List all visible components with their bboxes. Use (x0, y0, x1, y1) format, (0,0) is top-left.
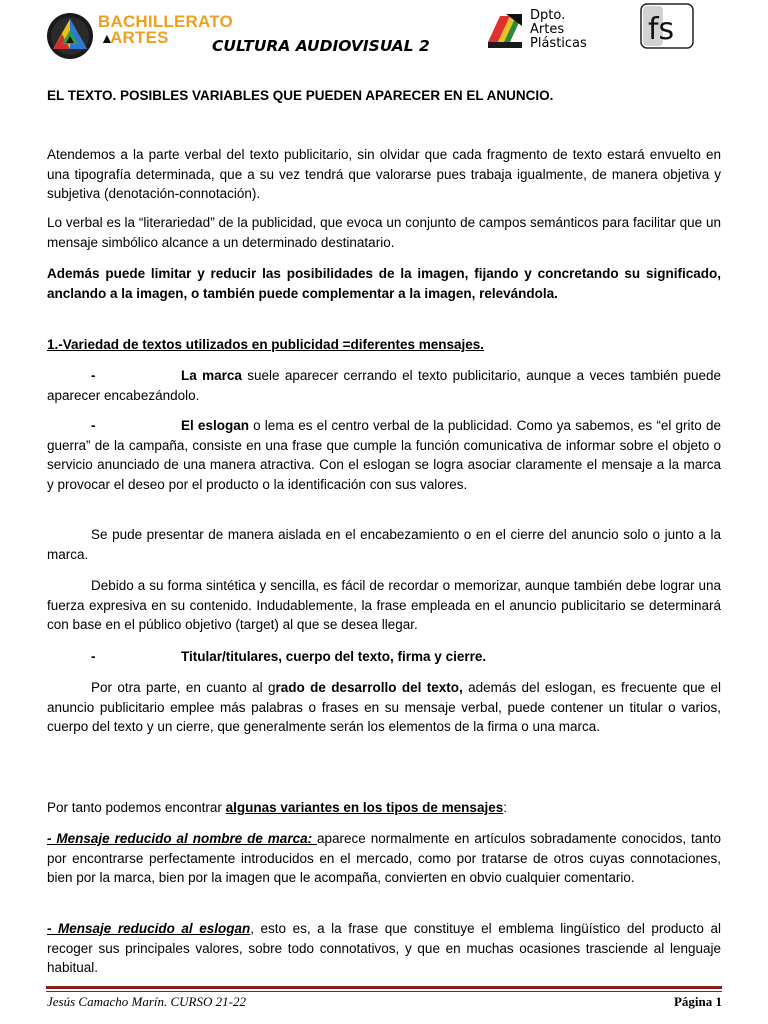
paragraph: Debido a su forma sintética y sencilla, es fácil de recordar o memorizar, aunque también debe lograr una fuerza expresiva en su contenido. Indudablemente, la frase empleada en el anuncio publicitario se determinará con base en el público objetivo (target) al que se desea llegar. (47, 578, 721, 632)
list-item-mensaje-marca: - Mensaje reducido al nombre de marca: aparece normalmente en artículos sobradamente conocidos, tanto por encontrarse perfectamente introducidos en el mercado, como por tratarse de otros cuyas connotaciones, bien por la marca, bien por la imagen que le acompaña, convierten en obvio cualquier comentario. (47, 831, 722, 885)
footer-divider (46, 986, 722, 994)
bachillerato-line2: ▲ARTES (100, 28, 169, 47)
paragraph: Por tanto podemos encontrar algunas variantes en los tipos de mensajes: (47, 800, 507, 815)
dpto-logo-text: Dpto. Artes Plásticas (530, 8, 587, 51)
bachillerato-line1: BACHILLERATO (98, 12, 233, 31)
footer-page-number: Página 1 (673, 994, 722, 1009)
list-item-eslogan: - El eslogan o lema es el centro verbal de la publicidad. Como ya sabemos, es “el grito de guerra” de la campaña, consiste en una frase que cumple la función comunicativa de informar sobre el objeto o servicio anunciado de una manera atractiva. Con el eslogan se logra asociar claramente el mensaje a la marca y provocar el deseo por el producto o la identificación con sus valores. (47, 418, 721, 492)
paragraph: Atendemos a la parte verbal del texto publicitario, sin olvidar que cada fragmento de texto estará envuelto en una tipografía determinada, que a su vez tendrá que valorarse pues trabaja igualmente, de manera objetiva y subjetiva (denotación-connotación). (47, 147, 721, 201)
list-item-marca: - La marca suele aparecer cerrando el texto publicitario, aunque a veces también puede aparecer encabezándolo. (47, 368, 721, 403)
list-item-titular: - Titular/titulares, cuerpo del texto, firma y cierre. (91, 649, 487, 664)
section-heading: 1.-Variedad de textos utilizados en publicidad =diferentes mensajes. (47, 337, 485, 352)
paragraph: Lo verbal es la “literariedad” de la publicidad, que evoca un conjunto de campos semánticos para facilitar que un mensaje simbólico alcance a un determinado destinatario. (47, 215, 721, 250)
paragraph-bold: Además puede limitar y reducir las posibilidades de la imagen, fijando y concretando su significado, anclando a la imagen, o también puede complementar a la imagen, relevándola. (47, 266, 721, 301)
paragraph: Se pude presentar de manera aislada en el encabezamiento o en el cierre del anuncio solo o junto a la marca. (47, 527, 721, 562)
bachillerato-logo-icon (46, 12, 94, 60)
footer-author: Jesús Camacho Marín. CURSO 21-22 (47, 994, 246, 1009)
document-title: CULTURA AUDIOVISUAL 2 (212, 37, 430, 55)
artes-plasticas-logo-icon (486, 12, 524, 50)
document-heading: EL TEXTO. POSIBLES VARIABLES QUE PUEDEN APARECER EN EL ANUNCIO. (47, 88, 554, 103)
page-header (0, 0, 768, 70)
artes-triangle-icon: ▲ (100, 30, 115, 46)
svg-text:fs: fs (648, 12, 675, 47)
list-item-mensaje-eslogan: - Mensaje reducido al eslogan, esto es, a la frase que constituye el emblema lingüístico del producto al recoger sus principales valores, sobre todo connotativos, y que en muchas ocasiones trasciende al lenguaje habitual. (47, 921, 721, 975)
paragraph: Por otra parte, en cuanto al grado de desarrollo del texto, además del eslogan, es frecuente que el anuncio publicitario emplee más palabras o frases en su mensaje verbal, puede contener un titular o varios, cuerpo del texto y un cierre, que generalmente serán los elementos de la firma o una marca. (47, 680, 721, 734)
fs-logo-icon (640, 3, 694, 49)
